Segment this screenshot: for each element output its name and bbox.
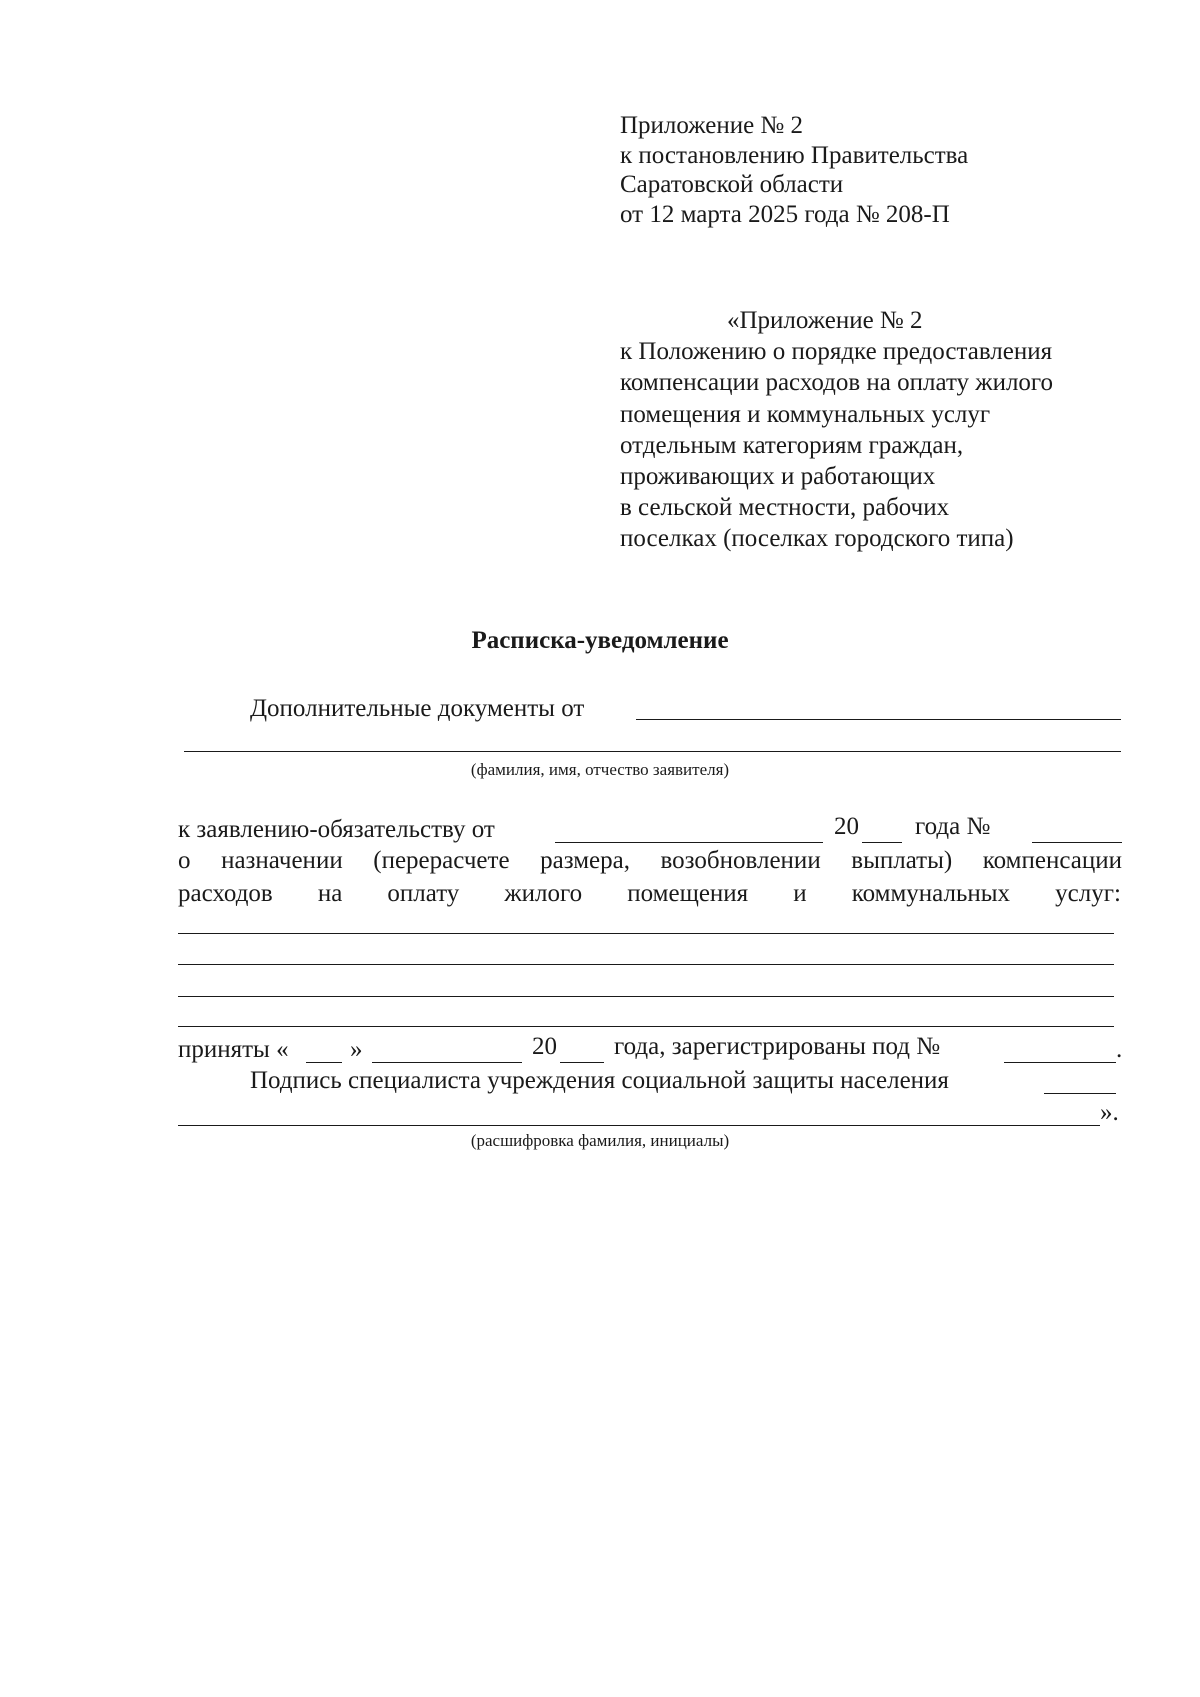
regulation-line: компенсации расходов на оплату жилого <box>620 369 1054 397</box>
registered-label: года, зарегистрированы под № <box>614 1033 941 1060</box>
appendix-line: Саратовской области <box>620 171 844 198</box>
year-number-label: года № <box>915 813 991 840</box>
regulation-line: в сельской местности, рабочих <box>620 494 950 522</box>
appendix-header <box>620 111 968 229</box>
specialist-name-field[interactable] <box>178 1125 1100 1126</box>
documents-line-2[interactable] <box>178 964 1114 965</box>
purpose-word: оплату <box>387 880 460 907</box>
purpose-words-row <box>178 879 1121 909</box>
signature-field[interactable] <box>1044 1093 1116 1094</box>
registration-number-field[interactable] <box>1004 1062 1116 1063</box>
purpose-word: на <box>317 880 343 907</box>
additional-docs-label: Дополнительные документы от <box>250 695 585 722</box>
quote-close: » <box>350 1036 363 1063</box>
applicant-name-field[interactable] <box>184 751 1121 752</box>
purpose-word: жилого <box>504 880 583 907</box>
regulation-line: проживающих и работающих <box>620 463 936 491</box>
appendix-line: к постановлению Правительства <box>620 141 969 169</box>
appendix-line: от 12 марта 2025 года № 208-П <box>620 200 950 228</box>
documents-line-1[interactable] <box>178 933 1114 934</box>
accepted-label: приняты « <box>178 1036 289 1063</box>
purpose-word: и <box>793 880 807 907</box>
purpose-word: услуг: <box>1055 880 1121 907</box>
regulation-appendix-header <box>620 305 1053 555</box>
additional-docs-field[interactable] <box>636 719 1121 720</box>
accepted-year-prefix: 20 <box>532 1033 557 1060</box>
period: . <box>1116 1036 1123 1063</box>
accepted-year-suffix-field[interactable] <box>560 1062 604 1063</box>
purpose-word: помещения <box>627 880 749 907</box>
accepted-day-field[interactable] <box>306 1062 342 1063</box>
applicant-caption: (фамилия, имя, отчество заявителя) <box>470 760 730 779</box>
documents-line-4[interactable] <box>178 1026 1114 1027</box>
application-date-field[interactable] <box>555 842 823 843</box>
year-suffix-field[interactable] <box>862 842 902 843</box>
signature-label: Подпись специалиста учреждения социальной защиты населения <box>250 1067 949 1094</box>
closing-quote: ». <box>1100 1099 1119 1126</box>
accepted-month-field[interactable] <box>372 1062 522 1063</box>
purpose-line: о назначении (перерасчете размера, возобновлении выплаты) компенсации <box>178 847 1122 874</box>
application-number-field[interactable] <box>1032 842 1122 843</box>
regulation-line: помещения и коммунальных услуг <box>620 400 991 428</box>
appendix-line: Приложение № 2 <box>620 112 804 139</box>
regulation-line: к Положению о порядке предоставления <box>620 338 1053 366</box>
application-label: к заявлению-обязательству от <box>178 816 495 843</box>
purpose-word: коммунальных <box>851 880 1011 907</box>
documents-line-3[interactable] <box>178 996 1114 997</box>
document-title: Расписка-уведомление <box>471 627 729 654</box>
regulation-line: «Приложение № 2 <box>727 307 923 334</box>
year-prefix: 20 <box>834 813 859 840</box>
regulation-line: поселках (поселках городского типа) <box>620 525 1014 553</box>
regulation-line: отдельным категориям граждан, <box>620 431 964 459</box>
purpose-word: расходов <box>178 880 273 907</box>
decode-caption: (расшифровка фамилия, инициалы) <box>470 1131 730 1150</box>
